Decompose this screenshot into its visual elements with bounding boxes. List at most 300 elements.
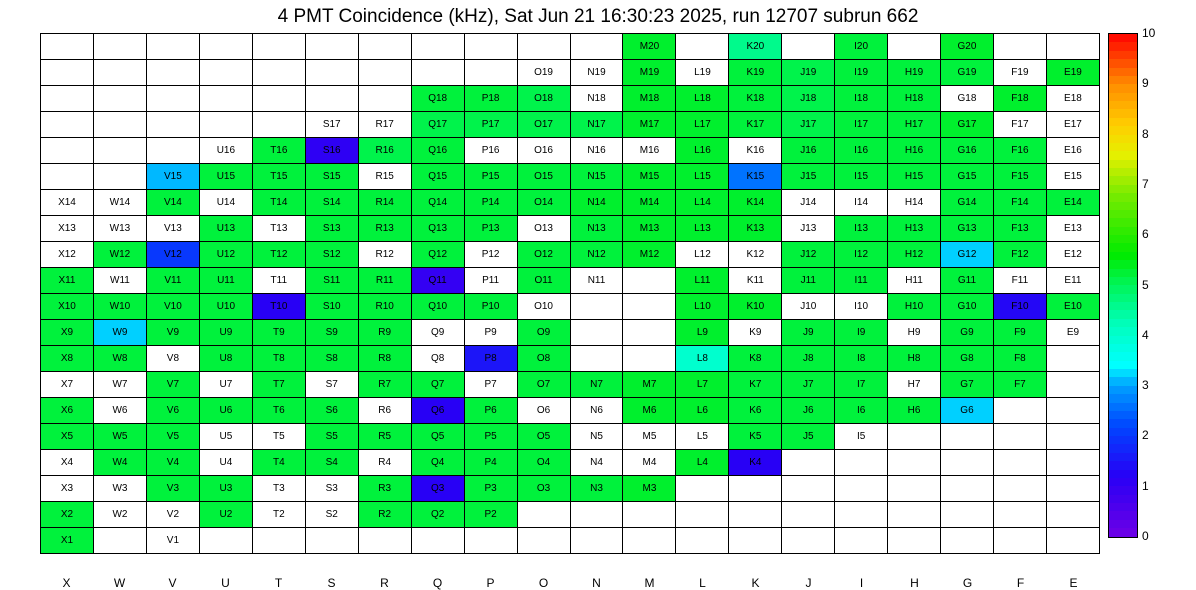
heatmap-cell[interactable]: X7 (41, 372, 94, 398)
heatmap-cell[interactable]: J13 (782, 216, 835, 242)
heatmap-cell[interactable]: J7 (782, 372, 835, 398)
heatmap-cell[interactable]: V8 (146, 346, 199, 372)
heatmap-cell[interactable]: E9 (1046, 320, 1099, 346)
heatmap-cell[interactable]: E12 (1046, 242, 1099, 268)
heatmap-cell[interactable]: V9 (146, 320, 199, 346)
heatmap-cell[interactable]: U10 (199, 294, 252, 320)
heatmap-cell[interactable]: Q10 (411, 294, 464, 320)
heatmap-cell[interactable]: W12 (93, 242, 146, 268)
heatmap-cell[interactable]: I20 (835, 34, 888, 60)
heatmap-cell[interactable]: N17 (570, 112, 623, 138)
heatmap-cell[interactable]: U5 (199, 424, 252, 450)
heatmap-cell[interactable]: I19 (835, 60, 888, 86)
heatmap-cell[interactable]: Q11 (411, 268, 464, 294)
heatmap-cell[interactable]: L8 (676, 346, 729, 372)
heatmap-cell[interactable]: T5 (252, 424, 305, 450)
heatmap-cell[interactable]: X2 (41, 502, 94, 528)
heatmap-cell[interactable]: W7 (93, 372, 146, 398)
heatmap-cell[interactable]: S14 (305, 190, 358, 216)
heatmap-cell[interactable]: R15 (358, 164, 411, 190)
heatmap-cell[interactable]: E16 (1046, 138, 1099, 164)
heatmap-cell[interactable]: R8 (358, 346, 411, 372)
heatmap-cell[interactable]: L12 (676, 242, 729, 268)
heatmap-cell[interactable]: N16 (570, 138, 623, 164)
heatmap-cell[interactable]: H6 (888, 398, 941, 424)
heatmap-cell[interactable]: P4 (464, 450, 517, 476)
heatmap-cell[interactable]: X14 (41, 190, 94, 216)
heatmap-cell[interactable]: I10 (835, 294, 888, 320)
heatmap-cell[interactable]: L19 (676, 60, 729, 86)
heatmap-cell[interactable]: O7 (517, 372, 570, 398)
heatmap-cell[interactable]: R17 (358, 112, 411, 138)
heatmap-cell[interactable]: P12 (464, 242, 517, 268)
heatmap-cell[interactable]: W8 (93, 346, 146, 372)
heatmap-cell[interactable]: F14 (993, 190, 1046, 216)
heatmap-cell[interactable]: S9 (305, 320, 358, 346)
heatmap-cell[interactable]: X3 (41, 476, 94, 502)
heatmap-cell[interactable]: O11 (517, 268, 570, 294)
heatmap-cell[interactable]: S10 (305, 294, 358, 320)
heatmap-cell[interactable]: N5 (570, 424, 623, 450)
heatmap-cell[interactable]: T12 (252, 242, 305, 268)
heatmap-cell[interactable]: Q6 (411, 398, 464, 424)
heatmap-cell[interactable]: N6 (570, 398, 623, 424)
heatmap-cell[interactable]: N15 (570, 164, 623, 190)
heatmap-cell[interactable]: X1 (41, 528, 94, 554)
heatmap-cell[interactable]: J15 (782, 164, 835, 190)
heatmap-cell[interactable]: S13 (305, 216, 358, 242)
heatmap-cell[interactable]: O14 (517, 190, 570, 216)
heatmap-cell[interactable]: F7 (993, 372, 1046, 398)
heatmap-cell[interactable]: P5 (464, 424, 517, 450)
heatmap-cell[interactable]: F19 (993, 60, 1046, 86)
heatmap-cell[interactable]: G16 (940, 138, 993, 164)
heatmap-cell[interactable]: J18 (782, 86, 835, 112)
heatmap-cell[interactable]: S16 (305, 138, 358, 164)
heatmap-cell[interactable]: I7 (835, 372, 888, 398)
heatmap-cell[interactable]: G11 (940, 268, 993, 294)
heatmap-cell[interactable]: M15 (623, 164, 676, 190)
heatmap-cell[interactable]: M19 (623, 60, 676, 86)
heatmap-cell[interactable]: S17 (305, 112, 358, 138)
heatmap-cell[interactable]: V3 (146, 476, 199, 502)
heatmap-cell[interactable]: V1 (146, 528, 199, 554)
heatmap-cell[interactable]: G6 (940, 398, 993, 424)
heatmap-cell[interactable]: I18 (835, 86, 888, 112)
heatmap-cell[interactable]: M13 (623, 216, 676, 242)
heatmap-cell[interactable]: X12 (41, 242, 94, 268)
heatmap-cell[interactable]: M4 (623, 450, 676, 476)
heatmap-cell[interactable]: J5 (782, 424, 835, 450)
heatmap-cell[interactable]: L5 (676, 424, 729, 450)
heatmap-cell[interactable]: R14 (358, 190, 411, 216)
heatmap-cell[interactable]: F12 (993, 242, 1046, 268)
heatmap-cell[interactable]: W9 (93, 320, 146, 346)
heatmap-cell[interactable]: T3 (252, 476, 305, 502)
heatmap-cell[interactable]: M14 (623, 190, 676, 216)
heatmap-cell[interactable]: R11 (358, 268, 411, 294)
heatmap-cell[interactable]: K16 (729, 138, 782, 164)
heatmap-cell[interactable]: R4 (358, 450, 411, 476)
heatmap-cell[interactable]: F9 (993, 320, 1046, 346)
heatmap-cell[interactable]: Q12 (411, 242, 464, 268)
heatmap-cell[interactable]: P17 (464, 112, 517, 138)
heatmap-cell[interactable]: X11 (41, 268, 94, 294)
heatmap-cell[interactable]: R16 (358, 138, 411, 164)
heatmap-cell[interactable]: R3 (358, 476, 411, 502)
heatmap-cell[interactable]: T13 (252, 216, 305, 242)
heatmap-cell[interactable]: K14 (729, 190, 782, 216)
heatmap-cell[interactable]: H12 (888, 242, 941, 268)
heatmap-cell[interactable]: E13 (1046, 216, 1099, 242)
heatmap-cell[interactable]: V14 (146, 190, 199, 216)
heatmap-cell[interactable]: V6 (146, 398, 199, 424)
heatmap-cell[interactable]: R12 (358, 242, 411, 268)
heatmap-cell[interactable]: S3 (305, 476, 358, 502)
heatmap-cell[interactable]: L10 (676, 294, 729, 320)
heatmap-cell[interactable]: W2 (93, 502, 146, 528)
heatmap-cell[interactable]: H19 (888, 60, 941, 86)
heatmap-cell[interactable]: S7 (305, 372, 358, 398)
heatmap-cell[interactable]: E15 (1046, 164, 1099, 190)
heatmap-cell[interactable]: S11 (305, 268, 358, 294)
heatmap-cell[interactable]: L9 (676, 320, 729, 346)
heatmap-cell[interactable]: L15 (676, 164, 729, 190)
heatmap-cell[interactable]: K15 (729, 164, 782, 190)
heatmap-cell[interactable]: L6 (676, 398, 729, 424)
heatmap-cell[interactable]: H17 (888, 112, 941, 138)
heatmap-cell[interactable]: P11 (464, 268, 517, 294)
heatmap-cell[interactable]: T9 (252, 320, 305, 346)
heatmap-cell[interactable]: F11 (993, 268, 1046, 294)
heatmap-cell[interactable]: W13 (93, 216, 146, 242)
heatmap-cell[interactable]: T4 (252, 450, 305, 476)
heatmap-cell[interactable]: V15 (146, 164, 199, 190)
heatmap-cell[interactable]: Q14 (411, 190, 464, 216)
heatmap-cell[interactable]: R7 (358, 372, 411, 398)
heatmap-cell[interactable]: J16 (782, 138, 835, 164)
heatmap-cell[interactable]: J12 (782, 242, 835, 268)
heatmap-cell[interactable]: F18 (993, 86, 1046, 112)
heatmap-cell[interactable]: J11 (782, 268, 835, 294)
heatmap-cell[interactable]: G14 (940, 190, 993, 216)
heatmap-cell[interactable]: P10 (464, 294, 517, 320)
heatmap-cell[interactable]: G7 (940, 372, 993, 398)
heatmap-cell[interactable]: P9 (464, 320, 517, 346)
heatmap-cell[interactable]: X10 (41, 294, 94, 320)
heatmap-cell[interactable]: J9 (782, 320, 835, 346)
heatmap-cell[interactable]: T7 (252, 372, 305, 398)
heatmap-cell[interactable]: H9 (888, 320, 941, 346)
heatmap-cell[interactable]: N4 (570, 450, 623, 476)
heatmap-cell[interactable]: E11 (1046, 268, 1099, 294)
heatmap-cell[interactable]: U8 (199, 346, 252, 372)
heatmap-cell[interactable]: P7 (464, 372, 517, 398)
heatmap-cell[interactable]: J14 (782, 190, 835, 216)
heatmap-cell[interactable]: I9 (835, 320, 888, 346)
heatmap-cell[interactable]: K13 (729, 216, 782, 242)
heatmap-cell[interactable]: K19 (729, 60, 782, 86)
heatmap-cell[interactable]: O8 (517, 346, 570, 372)
heatmap-cell[interactable]: G19 (940, 60, 993, 86)
heatmap-cell[interactable]: I8 (835, 346, 888, 372)
heatmap-cell[interactable]: V4 (146, 450, 199, 476)
heatmap-cell[interactable]: H14 (888, 190, 941, 216)
heatmap-cell[interactable]: N11 (570, 268, 623, 294)
heatmap-cell[interactable]: K17 (729, 112, 782, 138)
heatmap-cell[interactable]: V11 (146, 268, 199, 294)
heatmap-cell[interactable]: V10 (146, 294, 199, 320)
heatmap-cell[interactable]: O10 (517, 294, 570, 320)
heatmap-cell[interactable]: I17 (835, 112, 888, 138)
heatmap-cell[interactable]: E18 (1046, 86, 1099, 112)
heatmap-cell[interactable]: Q5 (411, 424, 464, 450)
heatmap-cell[interactable]: O6 (517, 398, 570, 424)
heatmap-cell[interactable]: R2 (358, 502, 411, 528)
heatmap-cell[interactable]: T14 (252, 190, 305, 216)
heatmap-cell[interactable]: Q9 (411, 320, 464, 346)
heatmap-cell[interactable]: I11 (835, 268, 888, 294)
heatmap-cell[interactable]: P15 (464, 164, 517, 190)
heatmap-cell[interactable]: O12 (517, 242, 570, 268)
heatmap-cell[interactable]: P13 (464, 216, 517, 242)
heatmap-cell[interactable]: L18 (676, 86, 729, 112)
heatmap-cell[interactable]: L4 (676, 450, 729, 476)
heatmap-cell[interactable]: U3 (199, 476, 252, 502)
heatmap-cell[interactable]: V13 (146, 216, 199, 242)
heatmap-cell[interactable]: G12 (940, 242, 993, 268)
heatmap-cell[interactable]: N12 (570, 242, 623, 268)
heatmap-cell[interactable]: G17 (940, 112, 993, 138)
heatmap-cell[interactable]: T2 (252, 502, 305, 528)
heatmap-cell[interactable]: K8 (729, 346, 782, 372)
heatmap-cell[interactable]: J17 (782, 112, 835, 138)
heatmap-cell[interactable]: W4 (93, 450, 146, 476)
heatmap-cell[interactable]: K20 (729, 34, 782, 60)
heatmap-cell[interactable]: Q7 (411, 372, 464, 398)
heatmap-cell[interactable]: U14 (199, 190, 252, 216)
heatmap-cell[interactable]: S4 (305, 450, 358, 476)
heatmap-cell[interactable]: O5 (517, 424, 570, 450)
heatmap-cell[interactable]: E19 (1046, 60, 1099, 86)
heatmap-cell[interactable]: M7 (623, 372, 676, 398)
heatmap-cell[interactable]: H11 (888, 268, 941, 294)
heatmap-cell[interactable]: K7 (729, 372, 782, 398)
heatmap-cell[interactable]: F8 (993, 346, 1046, 372)
heatmap-cell[interactable]: U15 (199, 164, 252, 190)
heatmap-cell[interactable]: X9 (41, 320, 94, 346)
heatmap-cell[interactable]: U4 (199, 450, 252, 476)
heatmap-cell[interactable]: E14 (1046, 190, 1099, 216)
heatmap-cell[interactable]: P14 (464, 190, 517, 216)
heatmap-cell[interactable]: T10 (252, 294, 305, 320)
heatmap-cell[interactable]: O19 (517, 60, 570, 86)
heatmap-cell[interactable]: W6 (93, 398, 146, 424)
heatmap-cell[interactable]: S15 (305, 164, 358, 190)
heatmap-cell[interactable]: G10 (940, 294, 993, 320)
heatmap-cell[interactable]: M20 (623, 34, 676, 60)
heatmap-cell[interactable]: O17 (517, 112, 570, 138)
heatmap-cell[interactable]: Q15 (411, 164, 464, 190)
heatmap-cell[interactable]: U12 (199, 242, 252, 268)
heatmap-cell[interactable]: R6 (358, 398, 411, 424)
heatmap-cell[interactable]: S8 (305, 346, 358, 372)
heatmap-cell[interactable]: M6 (623, 398, 676, 424)
heatmap-cell[interactable]: T11 (252, 268, 305, 294)
heatmap-cell[interactable]: N18 (570, 86, 623, 112)
heatmap-cell[interactable]: M5 (623, 424, 676, 450)
heatmap-cell[interactable]: E17 (1046, 112, 1099, 138)
heatmap-cell[interactable]: Q4 (411, 450, 464, 476)
heatmap-cell[interactable]: H13 (888, 216, 941, 242)
heatmap-cell[interactable]: I13 (835, 216, 888, 242)
heatmap-cell[interactable]: P8 (464, 346, 517, 372)
heatmap-cell[interactable]: L13 (676, 216, 729, 242)
heatmap-cell[interactable]: X6 (41, 398, 94, 424)
heatmap-cell[interactable]: L17 (676, 112, 729, 138)
heatmap-cell[interactable]: X8 (41, 346, 94, 372)
heatmap-cell[interactable]: S12 (305, 242, 358, 268)
heatmap-cell[interactable]: I15 (835, 164, 888, 190)
heatmap-cell[interactable]: G20 (940, 34, 993, 60)
heatmap-cell[interactable]: T8 (252, 346, 305, 372)
heatmap-cell[interactable]: N13 (570, 216, 623, 242)
heatmap-cell[interactable]: Q18 (411, 86, 464, 112)
heatmap-cell[interactable]: O9 (517, 320, 570, 346)
heatmap-cell[interactable]: V7 (146, 372, 199, 398)
heatmap-cell[interactable]: Q2 (411, 502, 464, 528)
heatmap-cell[interactable]: G15 (940, 164, 993, 190)
heatmap-cell[interactable]: V2 (146, 502, 199, 528)
heatmap-cell[interactable]: U6 (199, 398, 252, 424)
heatmap-cell[interactable]: Q16 (411, 138, 464, 164)
heatmap-cell[interactable]: V5 (146, 424, 199, 450)
heatmap-cell[interactable]: U11 (199, 268, 252, 294)
heatmap-cell[interactable]: X5 (41, 424, 94, 450)
heatmap-cell[interactable]: H7 (888, 372, 941, 398)
heatmap-cell[interactable]: K18 (729, 86, 782, 112)
heatmap-cell[interactable]: M3 (623, 476, 676, 502)
heatmap-cell[interactable]: H8 (888, 346, 941, 372)
heatmap-cell[interactable]: K10 (729, 294, 782, 320)
heatmap-cell[interactable]: M18 (623, 86, 676, 112)
heatmap-cell[interactable]: W11 (93, 268, 146, 294)
heatmap-cell[interactable]: N14 (570, 190, 623, 216)
heatmap-cell[interactable]: T16 (252, 138, 305, 164)
heatmap-cell[interactable]: O16 (517, 138, 570, 164)
heatmap-cell[interactable]: S2 (305, 502, 358, 528)
heatmap-cell[interactable]: Q3 (411, 476, 464, 502)
heatmap-cell[interactable]: O4 (517, 450, 570, 476)
heatmap-cell[interactable]: R10 (358, 294, 411, 320)
heatmap-cell[interactable]: K6 (729, 398, 782, 424)
heatmap-cell[interactable]: O18 (517, 86, 570, 112)
heatmap-cell[interactable]: U13 (199, 216, 252, 242)
heatmap-cell[interactable]: G13 (940, 216, 993, 242)
heatmap-cell[interactable]: I12 (835, 242, 888, 268)
heatmap-cell[interactable]: O3 (517, 476, 570, 502)
heatmap-cell[interactable]: Q13 (411, 216, 464, 242)
heatmap-cell[interactable]: J6 (782, 398, 835, 424)
heatmap-cell[interactable]: P18 (464, 86, 517, 112)
heatmap-cell[interactable]: G8 (940, 346, 993, 372)
heatmap-cell[interactable]: M16 (623, 138, 676, 164)
heatmap-cell[interactable]: H18 (888, 86, 941, 112)
heatmap-cell[interactable]: F10 (993, 294, 1046, 320)
heatmap-cell[interactable]: F15 (993, 164, 1046, 190)
heatmap-cell[interactable]: R5 (358, 424, 411, 450)
heatmap-cell[interactable]: R9 (358, 320, 411, 346)
heatmap-cell[interactable]: U2 (199, 502, 252, 528)
heatmap-cell[interactable]: N19 (570, 60, 623, 86)
heatmap-cell[interactable]: Q8 (411, 346, 464, 372)
heatmap-cell[interactable]: G9 (940, 320, 993, 346)
heatmap-cell[interactable]: J10 (782, 294, 835, 320)
heatmap-cell[interactable]: O15 (517, 164, 570, 190)
heatmap-cell[interactable]: W10 (93, 294, 146, 320)
heatmap-cell[interactable]: K5 (729, 424, 782, 450)
heatmap-cell[interactable]: E10 (1046, 294, 1099, 320)
heatmap-cell[interactable]: F17 (993, 112, 1046, 138)
heatmap-cell[interactable]: T15 (252, 164, 305, 190)
heatmap-cell[interactable]: M17 (623, 112, 676, 138)
heatmap-cell[interactable]: Q17 (411, 112, 464, 138)
heatmap-cell[interactable]: W5 (93, 424, 146, 450)
heatmap-cell[interactable]: U9 (199, 320, 252, 346)
heatmap-cell[interactable]: P2 (464, 502, 517, 528)
heatmap-cell[interactable]: G18 (940, 86, 993, 112)
heatmap-cell[interactable]: N7 (570, 372, 623, 398)
heatmap-cell[interactable]: S6 (305, 398, 358, 424)
heatmap-cell[interactable]: J19 (782, 60, 835, 86)
heatmap-cell[interactable]: H15 (888, 164, 941, 190)
heatmap-cell[interactable]: F13 (993, 216, 1046, 242)
heatmap-cell[interactable]: K9 (729, 320, 782, 346)
heatmap-cell[interactable]: F16 (993, 138, 1046, 164)
heatmap-cell[interactable]: L7 (676, 372, 729, 398)
heatmap-cell[interactable]: I6 (835, 398, 888, 424)
heatmap-cell[interactable]: P16 (464, 138, 517, 164)
heatmap-cell[interactable]: K11 (729, 268, 782, 294)
heatmap-cell[interactable]: T6 (252, 398, 305, 424)
heatmap-cell[interactable]: X13 (41, 216, 94, 242)
heatmap-cell[interactable]: J8 (782, 346, 835, 372)
heatmap-cell[interactable]: N3 (570, 476, 623, 502)
heatmap-cell[interactable]: W3 (93, 476, 146, 502)
heatmap-cell[interactable]: U16 (199, 138, 252, 164)
heatmap-cell[interactable]: L14 (676, 190, 729, 216)
heatmap-cell[interactable]: L11 (676, 268, 729, 294)
heatmap-cell[interactable]: H10 (888, 294, 941, 320)
heatmap-cell[interactable]: X4 (41, 450, 94, 476)
heatmap-cell[interactable]: K12 (729, 242, 782, 268)
heatmap-cell[interactable]: W14 (93, 190, 146, 216)
heatmap-cell[interactable]: I16 (835, 138, 888, 164)
heatmap-cell[interactable]: P6 (464, 398, 517, 424)
heatmap-cell[interactable]: R13 (358, 216, 411, 242)
heatmap-cell[interactable]: I14 (835, 190, 888, 216)
heatmap-cell[interactable]: V12 (146, 242, 199, 268)
heatmap-cell[interactable]: L16 (676, 138, 729, 164)
heatmap-cell[interactable]: H16 (888, 138, 941, 164)
heatmap-cell[interactable]: S5 (305, 424, 358, 450)
heatmap-cell[interactable]: O13 (517, 216, 570, 242)
heatmap-cell[interactable]: P3 (464, 476, 517, 502)
heatmap-cell[interactable]: U7 (199, 372, 252, 398)
heatmap-cell[interactable]: M12 (623, 242, 676, 268)
heatmap-cell[interactable]: I5 (835, 424, 888, 450)
heatmap-cell[interactable]: K4 (729, 450, 782, 476)
